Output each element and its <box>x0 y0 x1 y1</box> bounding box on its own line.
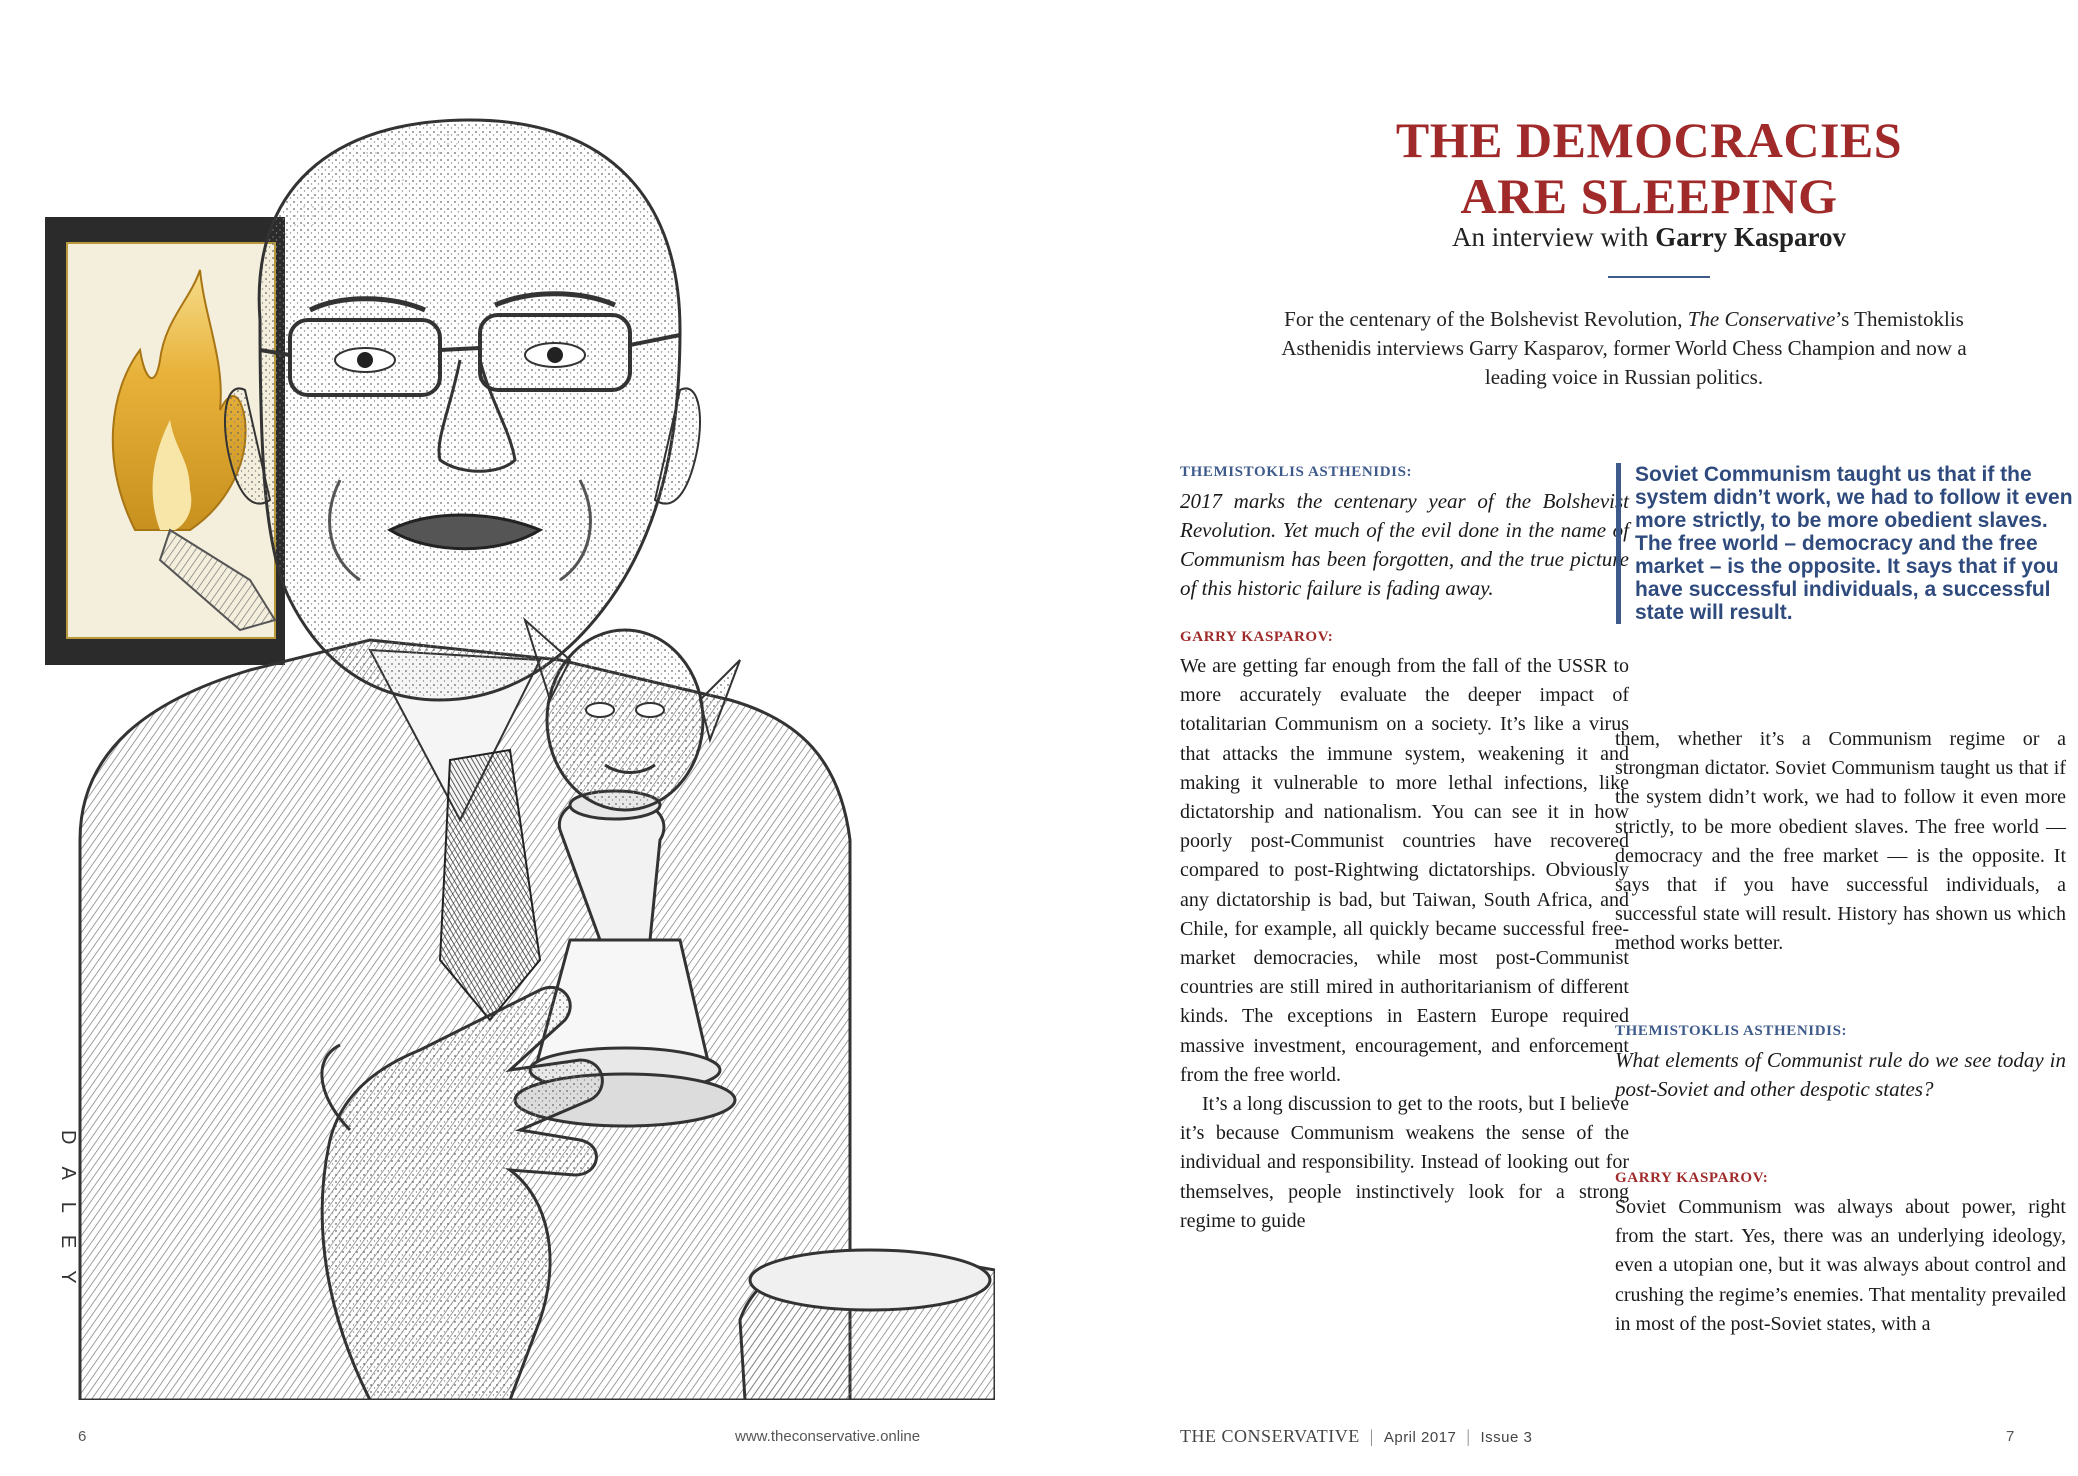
speaker-interviewer: THEMISTOKLIS ASTHENIDIS: <box>1615 1023 1848 1039</box>
question-2: What elements of Communist rule do we see today in post-Soviet and other despotic states? <box>1615 1048 2066 1101</box>
article-title <box>1239 112 2059 224</box>
website-url: www.theconservative.online <box>735 1428 921 1445</box>
head <box>225 120 700 700</box>
answer-1-paragraph-1: We are getting far enough from the fall of the USSR to more accurately evaluate the deeper impact of totalitarian Communism on a society. It’s like a virus that attacks the immune system, weakening it and making it vulnerable to more lethal infections, like dictatorship and nationalism. You can see it in how poorly post-Communist countries have recovered compared to post-Rightwing dictatorships. Obviously any dictatorship is bad, but Taiwan, South Africa, and Chile, for example, all quickly became successful free-market democracies, while most post-Communist countries are still mired in authoritarianism of different kinds. The exceptions in Eastern Europe required massive investment, encouragement, and enforcement from the free world. <box>1180 655 1629 1086</box>
answer-1-paragraph-2: It’s a long discussion to get to the roots, but I believe it’s because Communism weakens the sense of the individual and responsibility. Instead of looking out for themselves, people instinctively look for a strong regime to guide <box>1180 1093 1629 1232</box>
speaker-kasparov: GARRY KASPAROV: <box>1615 1170 1769 1186</box>
publication-name: The Conservative <box>1687 307 1836 331</box>
subtitle-prefix: An interview with <box>1452 222 1656 252</box>
speaker-kasparov: GARRY KASPAROV: <box>1180 629 1334 645</box>
footer-publication: THE CONSERVATIVE <box>1180 1426 1360 1446</box>
cup <box>740 1250 995 1400</box>
pull-quote: Soviet Communism taught us that if the system didn’t work, we had to follow it even more strictly, to be more obedient slaves. The free world – democracy and the free market – is the opposite. It says that if you have successful individuals, a successful state will result. <box>1616 463 2075 624</box>
artist-signature: DALEY <box>57 1130 79 1306</box>
answer-2-block <box>1615 1170 2066 1339</box>
right-page <box>1039 0 2078 1476</box>
title-line-2: ARE SLEEPING <box>1460 168 1838 224</box>
kasparov-illustration <box>40 60 995 1400</box>
page-number-left: 6 <box>78 1428 87 1445</box>
question-1: 2017 marks the centenary year of the Bolshevist Revolution. Yet much of the evil done in the name of Communism has been forgotten, and the true picture of this historic failure is fading away. <box>1180 489 1629 600</box>
subtitle-name: Garry Kasparov <box>1655 222 1846 252</box>
footer-issue: Issue 3 <box>1480 1429 1533 1446</box>
column-1 <box>1180 464 1629 1236</box>
article-subtitle <box>1239 222 2059 253</box>
answer-2: Soviet Communism was always about power, right from the start. Yes, there was an underlying ideology, even a utopian one, but it was always about control and crushing the regime’s enemies. That mentality prevailed in most of the post-Soviet states, with a <box>1615 1196 2066 1335</box>
footer-masthead: THE CONSERVATIVE | April 2017 | Issue 3 <box>1180 1426 1533 1446</box>
page-number-right: 7 <box>2006 1428 2015 1445</box>
answer-1 <box>1180 652 1629 1236</box>
title-divider <box>1608 276 1710 278</box>
title-line-1: THE DEMOCRACIES <box>1395 112 1903 168</box>
answer-1-continued: them, whether it’s a Communism regime or a strongman dictator. Soviet Communism taught us that if the system didn’t work, we had to follow it even more strictly, to be more obedient slaves. The free world — democracy and the free market — is the opposite. It says that if you have successful individuals, a successful state will result. History has shown us which method works better. <box>1615 728 2066 955</box>
article-intro: For the centenary of the Bolshevist Revolution, The Conservative’s Themistoklis Asthenidis interviews Garry Kasparov, former World Chess Champion and now a leading voice in Russian politics. <box>1281 307 1967 389</box>
question-2-block <box>1615 1023 2066 1104</box>
speaker-interviewer: THEMISTOKLIS ASTHENIDIS: <box>1180 464 1413 480</box>
footer-date: April 2017 <box>1383 1429 1457 1446</box>
